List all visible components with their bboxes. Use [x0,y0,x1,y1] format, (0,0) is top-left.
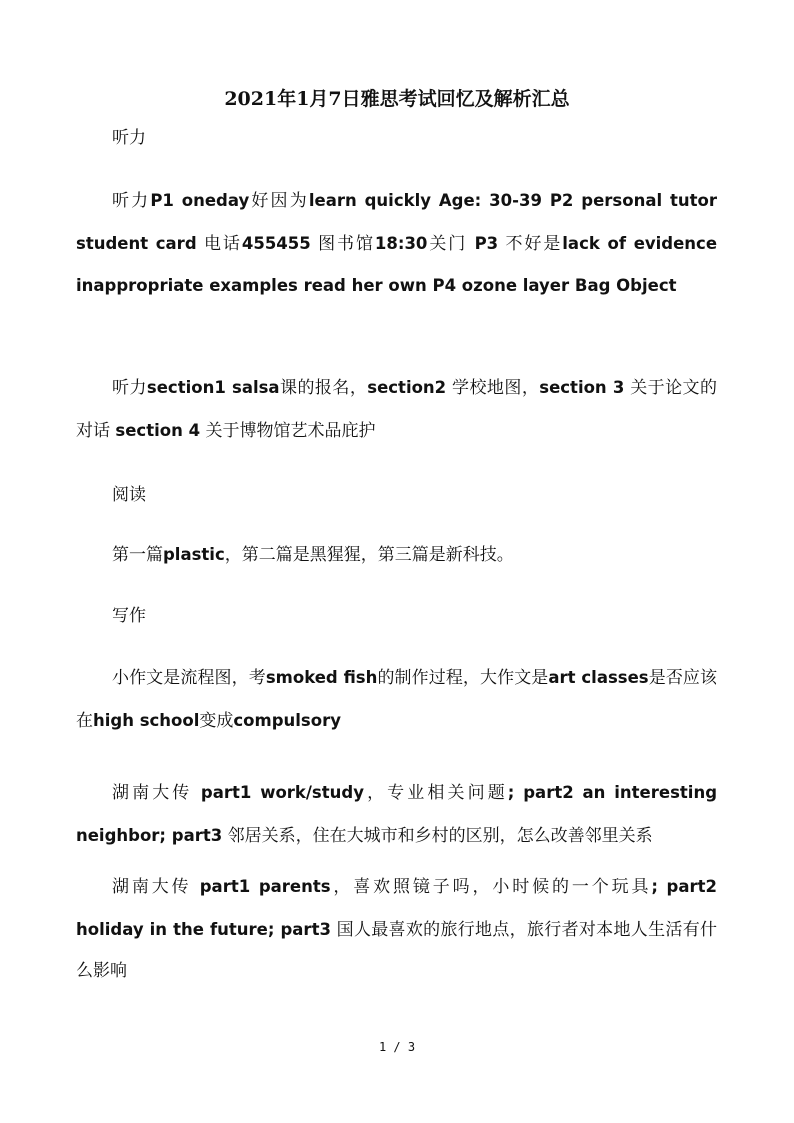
bold-run: P3 [474,233,499,253]
bold-run: section 3 [539,378,625,397]
bold-run: compulsory [233,710,341,730]
bold-run: ; part2 an interesting neighbor; part3 [76,783,717,845]
text-run: 关于博物馆艺术品庇护 [200,420,376,441]
document-title: 2021年1月7日雅思考试回忆及解析汇总 [224,88,570,110]
bold-run: art classes [548,668,649,687]
bold-run: section2 [367,378,447,397]
text-run: 第一篇 [112,545,163,565]
bold-run: high school [93,710,200,730]
paragraph-reading [76,534,717,577]
text-run: 课的报名， [279,378,368,398]
section-heading-writing: 写作 [112,606,146,626]
bold-run: ; part2 holiday in the future; part3 [76,877,717,939]
text-run: 关门 [427,233,475,254]
paragraph-listening-sections [76,367,717,452]
text-run: 国人最喜欢的旅行地点，旅行者对本地人生活有什么影响 [76,919,717,981]
paragraph-speaking-2 [76,866,717,993]
bold-run: 18:30 [374,233,428,253]
bold-run: plastic [163,545,225,564]
text-run: 听力 [112,191,151,211]
text-run: 电话 [196,233,242,254]
text-run: 不好是 [498,233,563,254]
text-run: ，喜欢照镜子吗，小时候的一个玩具 [330,877,652,897]
text-run: 小作文是流程图，考 [112,668,266,688]
text-run: 关于论文的对话 [76,378,718,441]
bold-run: 455455 [241,233,311,253]
text-run: 是否应该在 [76,668,718,731]
text-run: 好因为 [249,191,309,211]
paragraph-speaking-1 [76,772,717,857]
bold-run: learn quickly Age: 30-39 P2 personal tutor student card [76,191,718,253]
paragraph-writing [76,657,717,742]
text-run: 的制作过程，大作文是 [377,668,549,688]
bold-run: P1 oneday [150,191,250,210]
paragraph-listening-answers [76,180,717,308]
text-run: ，第二篇是黑猩猩，第三篇是新科技。 [224,545,514,565]
text-run: 听力 [112,378,147,398]
text-run: 湖南大传 [112,877,200,897]
text-run: 变成 [199,710,234,731]
bold-run: section1 salsa [146,378,280,397]
text-run: 邻居关系，住在大城市和乡村的区别，怎么改善邻里关系 [222,825,653,846]
section-heading-reading: 阅读 [112,485,146,505]
bold-run: section 4 [115,420,201,440]
text-run: 湖南大传 [112,783,201,803]
bold-run: part1 work/study [200,783,364,802]
page-number: 1 / 3 [378,1040,416,1054]
bold-run: lack of evidence inappropriate examples read her own P4 ozone layer Bag Object [76,233,718,295]
bold-run: smoked fish [265,668,378,687]
text-run: ，专业相关问题 [363,783,508,803]
bold-run: part1 parents [199,877,331,896]
text-run: 学校地图， [446,378,540,398]
text-run: 图书馆 [310,233,375,254]
section-heading-listening: 听力 [112,128,146,148]
